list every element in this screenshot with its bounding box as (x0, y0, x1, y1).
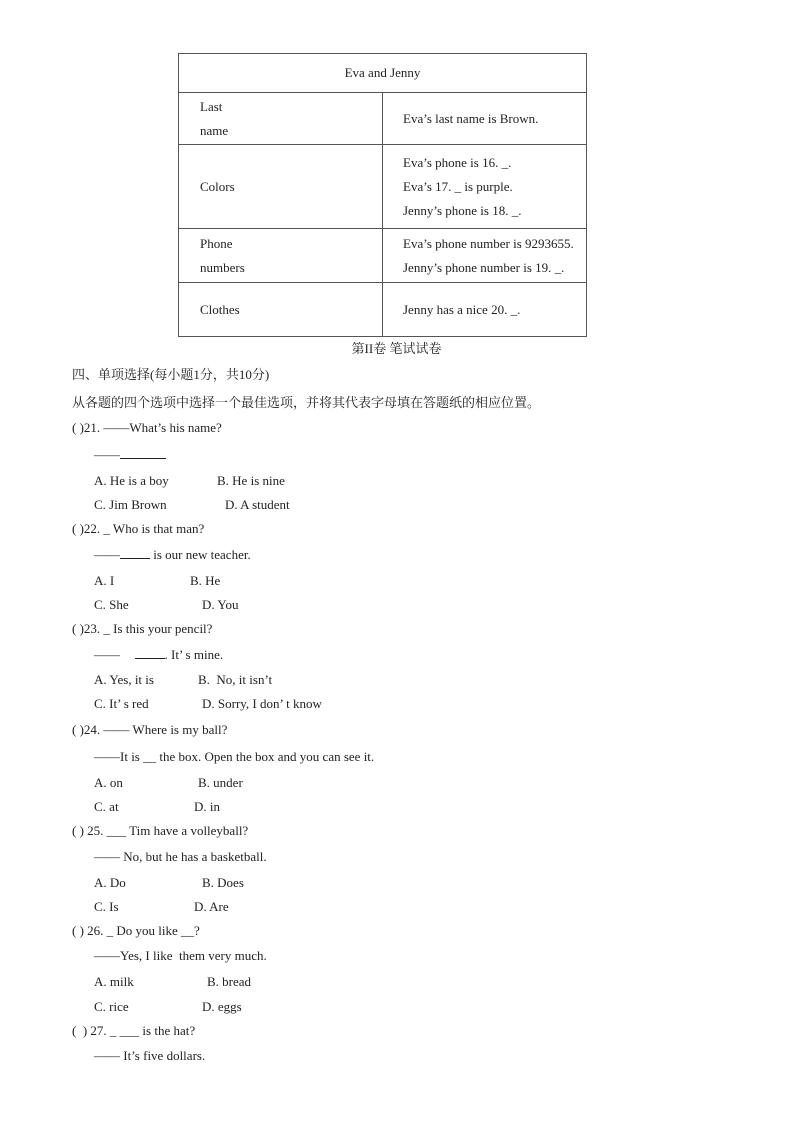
option-d: D. You (202, 597, 239, 612)
row-value (383, 229, 587, 283)
value-line: Jenny’s phone is 18. _. (403, 202, 522, 218)
table-title: Eva and Jenny (179, 54, 587, 93)
answer-blank (120, 546, 150, 559)
label-line: numbers (200, 259, 245, 275)
option-c: C. rice (94, 999, 129, 1014)
answer-line (94, 546, 251, 563)
answer-line: —— No, but he has a basketball. (94, 849, 267, 864)
row-label (179, 145, 383, 229)
label-line: Colors (200, 178, 235, 194)
question-23: ( )23. _ Is this your pencil? (72, 621, 213, 636)
option-b: B. He is nine (217, 473, 285, 488)
section-instruction: 从各题的四个选项中选择一个最佳选项，并将其代表字母填在答题纸的相应位置。 (72, 395, 541, 410)
label-line: Clothes (200, 301, 240, 317)
answer-line: —— It’s five dollars. (94, 1048, 206, 1063)
option-c: C. Is (94, 899, 119, 914)
option-c: C. It’ s red (94, 696, 149, 711)
label-line: Phone (200, 235, 233, 251)
answer-text: . It’ s mine. (164, 647, 224, 662)
option-a: A. I (94, 573, 115, 588)
value-line: Eva’s phone number is 9293655. (403, 235, 574, 251)
option-a: A. Do (94, 875, 126, 890)
section-title: 第II卷 笔试试卷 (351, 341, 442, 356)
answer-line (94, 646, 223, 663)
table-row (179, 283, 587, 337)
table-row (179, 93, 587, 145)
option-c: C. She (94, 597, 129, 612)
option-c: C. at (94, 799, 119, 814)
question-25: ( ) 25. ___ Tim have a volleyball? (72, 823, 249, 838)
question-27: ( ) 27. _ ___ is the hat? (72, 1023, 196, 1038)
option-d: D. Sorry, I don’ t know (202, 696, 322, 711)
table-row (179, 229, 587, 283)
question-24: ( )24. —— Where is my ball? (72, 722, 228, 737)
value-line: Jenny has a nice 20. _. (403, 301, 521, 317)
option-a: A. He is a boy (94, 473, 169, 488)
value-line: Eva’s phone is 16. _. (403, 154, 512, 170)
option-b: B. He (190, 573, 221, 588)
option-d: D. Are (194, 899, 229, 914)
section-heading: 四、单项选择(每小题1分，共10分) (72, 367, 270, 382)
row-label (179, 283, 383, 337)
label-line: name (200, 122, 229, 138)
question-26: ( ) 26. _ Do you like __? (72, 923, 200, 938)
option-d: D. A student (225, 497, 290, 512)
answer-line: ——Yes, I like them very much. (94, 948, 267, 963)
question-22: ( )22. _ Who is that man? (72, 521, 205, 536)
value-line: Eva’s 17. _ is purple. (403, 178, 513, 194)
answer-line: ——It is __ the box. Open the box and you can see it. (94, 749, 375, 764)
answer-line (94, 446, 166, 463)
option-a: A. Yes, it is (94, 672, 154, 687)
answer-dash: —— (94, 647, 127, 662)
option-b: B. Does (202, 875, 244, 890)
option-d: D. eggs (202, 999, 242, 1014)
answer-dash: —— (94, 547, 120, 562)
option-b: B. No, it isn’t (198, 672, 273, 687)
option-a: A. on (94, 775, 123, 790)
option-d: D. in (194, 799, 220, 814)
option-b: B. under (198, 775, 243, 790)
option-b: B. bread (207, 974, 252, 989)
info-table (178, 53, 587, 337)
answer-dash: —— (94, 447, 120, 462)
row-value (383, 93, 587, 145)
row-label (179, 229, 383, 283)
option-a: A. milk (94, 974, 134, 989)
row-value (383, 283, 587, 337)
value-line: Eva’s last name is Brown. (403, 110, 539, 126)
question-21: ( )21. ——What’s his name? (72, 420, 222, 435)
row-label (179, 93, 383, 145)
table-row (179, 145, 587, 229)
option-c: C. Jim Brown (94, 497, 167, 512)
value-line: Jenny’s phone number is 19. _. (403, 259, 565, 275)
answer-blank (135, 646, 165, 659)
row-value (383, 145, 587, 229)
answer-blank (120, 446, 166, 459)
label-line: Last (200, 98, 223, 114)
answer-text: is our new teacher. (150, 547, 251, 562)
